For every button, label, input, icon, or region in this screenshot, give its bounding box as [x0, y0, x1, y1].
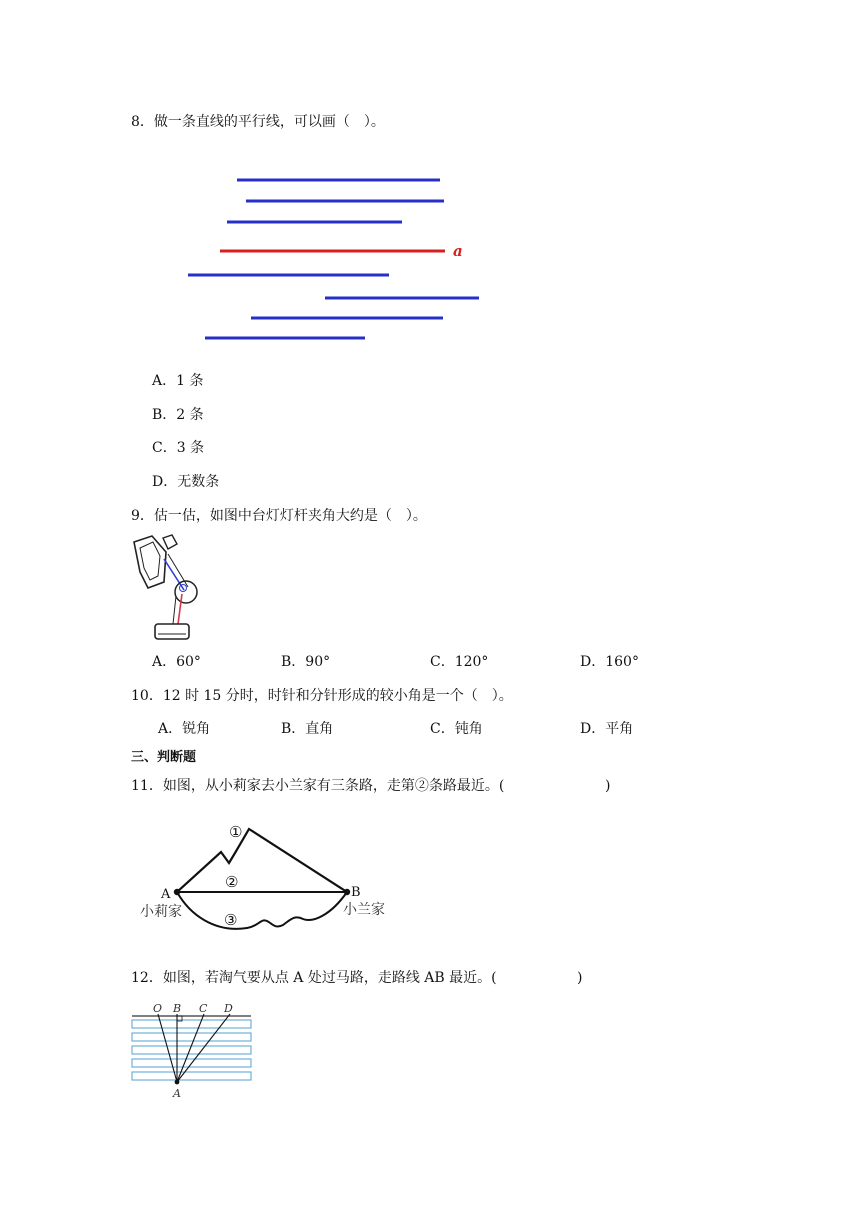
q10-text: 10．12 时 15 分时，时针和分针形成的较小角是一个（ ）。: [131, 688, 513, 704]
label-b: B: [173, 1002, 182, 1015]
point-a: [175, 1080, 180, 1085]
lamp-lower-arm-edge: [173, 596, 176, 624]
label-a: A: [161, 887, 171, 902]
route-1: [177, 829, 347, 892]
label-home-b: 小兰家: [343, 902, 385, 918]
q9-desk-lamp-figure: [126, 532, 206, 644]
q9-text: 9．估一估，如图中台灯灯杆夹角大约是（ ）。: [131, 508, 427, 524]
q9-option-d[interactable]: D．160°: [580, 654, 639, 670]
label-o: O: [153, 1002, 163, 1015]
q12-text: 12．如图，若淘气要从点 A 处过马路，走路线 AB 最近。(: [131, 970, 497, 986]
q10-option-b[interactable]: B．直角: [281, 721, 334, 737]
q11-routes-figure: [135, 815, 395, 940]
label-home-a: 小莉家: [140, 904, 182, 920]
q8-option-a[interactable]: A．1 条: [152, 373, 204, 389]
q12-answer-close: ): [577, 970, 583, 986]
q10-option-a[interactable]: A．锐角: [158, 721, 211, 737]
lamp-base: [155, 624, 189, 639]
point-a: [174, 889, 180, 895]
label-a: A: [173, 1087, 181, 1100]
label-b: B: [351, 885, 361, 900]
route-3-label: ③: [224, 911, 238, 929]
label-d: D: [224, 1002, 233, 1015]
q9-option-a[interactable]: A．60°: [152, 654, 201, 670]
q8-option-b[interactable]: B．2 条: [152, 407, 204, 423]
road-lane-2: [132, 1033, 251, 1041]
route-2-label: ②: [225, 873, 239, 891]
q11-text: 11．如图，从小莉家去小兰家有三条路，走第②条路最近。(: [131, 778, 505, 794]
q9-option-b[interactable]: B．90°: [281, 654, 331, 670]
line-a-label: a: [453, 242, 463, 260]
q8-option-c[interactable]: C．3 条: [152, 440, 205, 456]
route-3: [177, 892, 347, 929]
lamp-lower-arm: [178, 594, 182, 624]
point-b: [344, 889, 350, 895]
q11-answer-close: ): [605, 778, 611, 794]
road-lane-3: [132, 1046, 251, 1054]
q12-road-crossing-figure: [128, 1000, 258, 1100]
q9-option-c[interactable]: C．120°: [430, 654, 489, 670]
q10-option-d[interactable]: D．平角: [580, 721, 634, 737]
q10-option-c[interactable]: C．钝角: [430, 721, 483, 737]
q8-text: 8．做一条直线的平行线，可以画（ ）。: [131, 114, 385, 130]
road-lane-1: [132, 1020, 251, 1028]
label-c: C: [199, 1002, 208, 1015]
road-lane-5: [132, 1072, 251, 1080]
q8-parallel-lines-figure: [180, 170, 490, 350]
q8-option-d[interactable]: D．无数条: [152, 474, 220, 490]
lamp-cap: [163, 535, 177, 549]
route-1-label: ①: [229, 823, 243, 841]
section-title: 三、判断题: [131, 750, 197, 765]
